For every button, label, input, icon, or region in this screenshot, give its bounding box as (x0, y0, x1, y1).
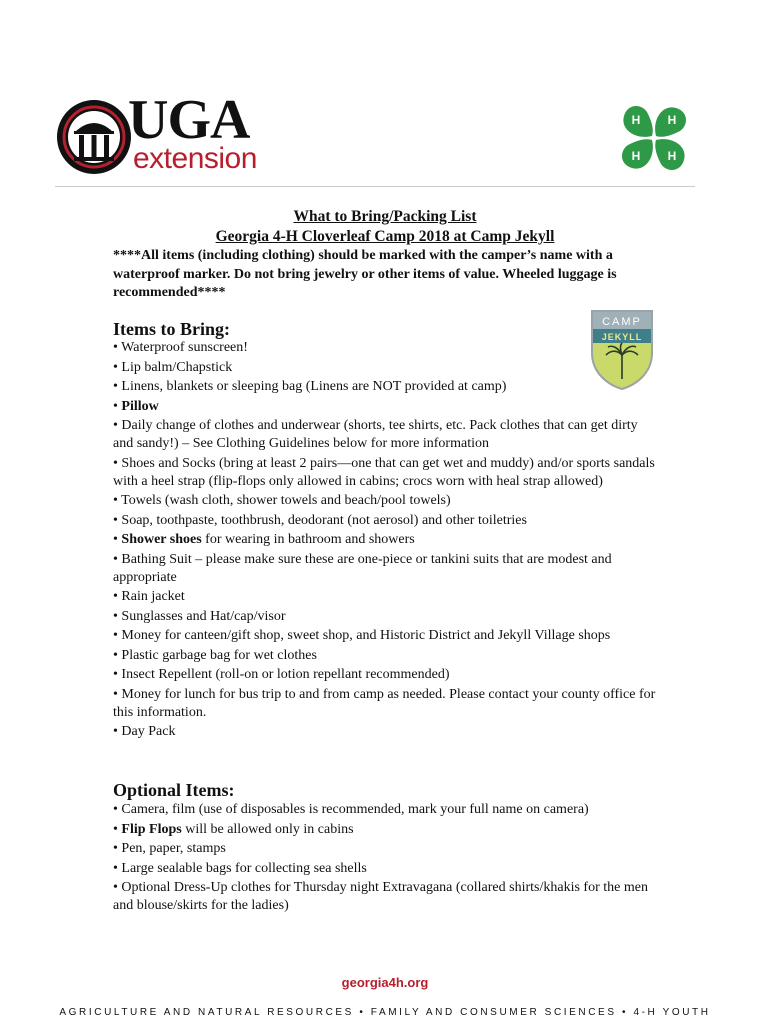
footer-tagline: AGRICULTURE AND NATURAL RESOURCES • FAMILY AND CONSUMER SCIENCES • 4-H YOUTH (59, 1007, 711, 1018)
list-item-text: Camera, film (use of disposables is recommended, mark your full name on camera) (121, 802, 589, 817)
list-item-text: Waterproof sunscreen! (121, 340, 248, 355)
list-item (113, 821, 658, 839)
bullet: • (113, 860, 118, 876)
list-item (113, 531, 658, 549)
list-item (113, 455, 658, 491)
list-item (113, 627, 658, 645)
bullet: • (113, 359, 118, 375)
optional-items-list (113, 801, 658, 917)
list-item-text: Day Pack (121, 724, 176, 739)
bullet: • (113, 821, 118, 837)
list-item-text: Daily change of clothes and underwear (shorts, tee shirts, etc. Pack clothes that can get dirty and sandy!) – See Clothing Guidelines below for more information (113, 418, 638, 451)
document-title: What to Bring/Packing List (293, 208, 477, 225)
list-item-text: for wearing in bathroom and showers (201, 532, 415, 547)
camp-badge-top-text: CAMP (602, 316, 642, 328)
bullet: • (113, 493, 118, 508)
bullet: • (113, 512, 118, 528)
optional-items-heading: Optional Items: (113, 780, 235, 800)
bullet: • (113, 551, 118, 567)
bullet: • (113, 880, 118, 895)
bullet: • (113, 589, 118, 604)
list-item-text: Sunglasses and Hat/cap/visor (121, 608, 286, 624)
list-item-text: Optional Dress-Up clothes for Thursday night Extravagana (collared shirts/khakis for the men and blouse/skirts for the ladies) (113, 880, 648, 913)
bullet: • (113, 686, 118, 702)
uga-wordmark: UGA (128, 89, 250, 151)
header-divider (55, 186, 695, 187)
list-item-text: Bathing Suit – please make sure these are one-piece or tankini suits that are modest and appropriate (113, 551, 612, 585)
clover-h-bottom-right: H (667, 149, 677, 163)
list-item (113, 492, 658, 510)
list-item-text: Rain jacket (121, 589, 185, 604)
list-item (113, 801, 658, 819)
list-item-text: Towels (wash cloth, shower towels and beach/pool towels) (121, 493, 451, 508)
list-item-bold: Pillow (121, 398, 159, 414)
list-item (113, 512, 658, 530)
list-item (113, 666, 658, 684)
list-item (113, 723, 658, 741)
items-to-bring-heading: Items to Bring: (113, 319, 230, 339)
bullet: • (113, 667, 118, 682)
list-item (113, 378, 658, 396)
list-item (113, 588, 658, 606)
4h-clover-icon (612, 96, 698, 182)
uga-arch-logo-icon (55, 98, 133, 176)
list-item-text: Shoes and Socks (bring at least 2 pairs—one that can get wet and muddy) and/or sports sandals with a heel strap (flip-flops only allowed in cabins; crocs worn with heal strap allowed) (113, 455, 655, 489)
uga-extension-logo (55, 89, 270, 178)
bullet: • (113, 841, 118, 856)
list-item (113, 840, 658, 858)
bullet: • (113, 647, 118, 663)
list-item-text: Money for canteen/gift shop, sweet shop, and Historic District and Jekyll Village shops (121, 628, 611, 643)
bullet: • (113, 724, 118, 739)
items-to-bring-list (113, 339, 658, 743)
list-item (113, 417, 658, 453)
bullet: • (113, 628, 118, 643)
list-item-text: Plastic garbage bag for wet clothes (121, 647, 317, 663)
list-item (113, 686, 658, 722)
labeling-notice: ****All items (including clothing) should be marked with the camper’s name with a waterproof marker. Do not bring jewelry or other items of value. Wheeled luggage is recommended**** (113, 248, 617, 300)
bullet: • (113, 532, 118, 547)
list-item-text: Large sealable bags for collecting sea shells (121, 860, 367, 876)
list-item (113, 860, 658, 878)
list-item (113, 551, 658, 587)
bullet: • (113, 340, 118, 355)
bullet: • (113, 802, 118, 817)
camp-badge-bottom-text: JEKYLL (601, 332, 643, 342)
clover-h-top-right: H (667, 113, 677, 127)
list-item (113, 359, 658, 377)
clover-h-top-left: H (631, 113, 641, 127)
list-item-text: Linens, blankets or sleeping bag (Linens are NOT provided at camp) (121, 379, 507, 394)
list-item-text: Insect Repellent (roll-on or lotion repellant recommended) (121, 667, 450, 682)
list-item (113, 647, 658, 665)
list-item-text: will be allowed only in cabins (181, 821, 354, 837)
bullet: • (113, 418, 118, 433)
list-item (113, 339, 658, 357)
bullet: • (113, 455, 118, 471)
clover-h-bottom-left: H (631, 149, 641, 163)
list-item-text: Lip balm/Chapstick (121, 359, 233, 375)
list-item-text: Pen, paper, stamps (121, 841, 226, 856)
list-item (113, 608, 658, 626)
list-item-bold: Shower shoes (121, 532, 202, 547)
document-subtitle: Georgia 4-H Cloverleaf Camp 2018 at Camp Jekyll (215, 228, 555, 245)
bullet: • (113, 398, 118, 414)
list-item-text: Money for lunch for bus trip to and from camp as needed. Please contact your county office for this information. (113, 686, 656, 720)
list-item (113, 398, 658, 416)
page-header (0, 0, 770, 190)
bullet: • (113, 379, 118, 394)
footer-website: georgia4h.org (341, 975, 429, 990)
list-item-bold: Flip Flops (121, 821, 182, 837)
list-item-text: Soap, toothpaste, toothbrush, deodorant (not aerosol) and other toiletries (121, 512, 527, 528)
bullet: • (113, 608, 118, 624)
list-item (113, 879, 658, 915)
extension-wordmark: extension (133, 142, 257, 175)
